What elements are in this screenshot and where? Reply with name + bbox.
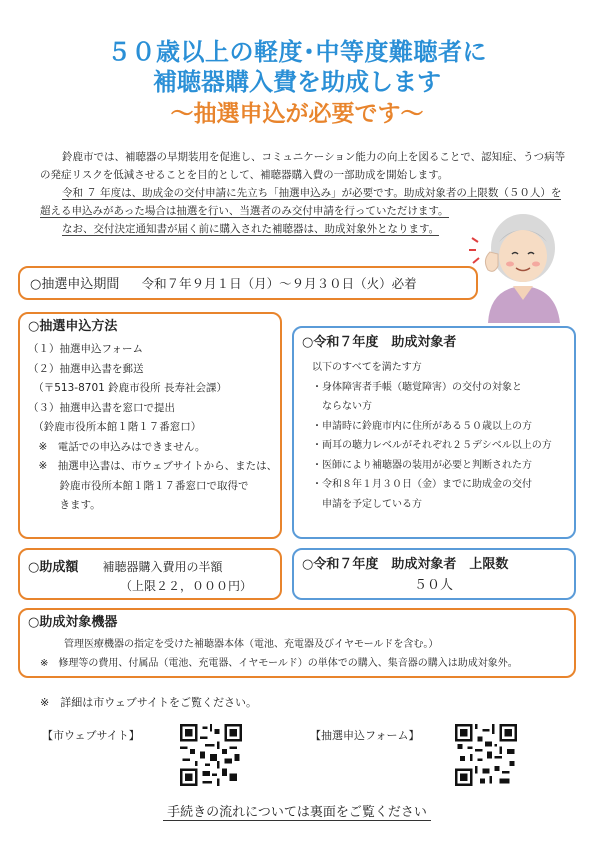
devices-line-1: 管理医療機器の指定を受けた補聴器本体（電池、充電器及びイヤモールドを含む。） [64, 639, 439, 650]
cap-heading: ○令和７年度 助成対象者 上限数 [302, 557, 509, 572]
method-list [28, 340, 277, 516]
eligibility-box [292, 326, 576, 539]
footer-note: 手続きの流れについては裏面をご覧ください [0, 804, 594, 822]
eligibility-line: 以下のすべてを満たす方 [312, 362, 422, 373]
devices-line-2: ※ 修理等の費用、付属品（電池、充電器、イヤモールド）の単体での購入、集音器の購入は助成対象外。 [40, 658, 518, 669]
title-line-1: ５０歳以上の軽度･中等度難聴者に [107, 38, 487, 66]
title-line-2: 補聴器購入費を助成します [153, 68, 441, 96]
application-method-box [18, 312, 282, 539]
form-qr-code-icon[interactable] [455, 724, 517, 786]
title-line-3: ～抽選申込が必要です～ [170, 101, 424, 127]
intro-paragraph-2: 令和 ７ 年度は、助成金の交付申請に先立ち「抽選申込み」が必要です。助成対象者の上限数（５０人）を超える申込みがあった場合は抽選を行い、当選者のみ交付申請を行っていただけます。 [40, 187, 562, 217]
eligibility-list [312, 358, 552, 514]
amount-value: 補聴器購入費用の半額 [102, 560, 223, 574]
intro-paragraph-3: なお、交付決定通知書が届く前に購入された補聴器は、助成対象外となります。 [62, 223, 440, 235]
elderly-woman-hearing-icon [468, 208, 578, 323]
eligibility-heading: ○令和７年度 助成対象者 [302, 335, 457, 350]
eligibility-line: ・令和８年１月３０日（金）までに助成金の交付 [312, 479, 532, 490]
cap-value: ５０人 [414, 578, 454, 593]
method-line: きます。 [28, 499, 101, 511]
amount-heading: ○助成額 [28, 560, 79, 575]
application-period-box [18, 266, 478, 300]
period-value: 令和７年９月１日（月）～９月３０日（火）必着 [141, 276, 417, 291]
method-line: ※ 抽選申込書は、市ウェブサイトから、または、 [28, 460, 278, 472]
devices-heading: ○助成対象機器 [28, 615, 118, 630]
details-note: ※ 詳細は市ウェブサイトをご覧ください。 [40, 696, 258, 709]
method-line: （３）抽選申込書を窓口で提出 [28, 401, 175, 414]
period-label: ○抽選申込期間 [30, 277, 120, 292]
method-line: （〒513-8701 鈴鹿市役所 長寿社会課） [28, 382, 227, 394]
method-line: ※ 電話での申込みはできません。 [28, 440, 206, 453]
recipient-cap-box [292, 548, 576, 600]
subsidy-amount-box [18, 548, 282, 600]
method-line: （鈴鹿市役所本館１階１７番窓口） [28, 421, 202, 433]
website-qr-code-icon[interactable] [180, 724, 242, 786]
website-label: 【市ウェブサイト】 [42, 729, 140, 742]
amount-limit: （上限２２，０００円） [120, 579, 253, 593]
method-line: （２）抽選申込書を郵送 [28, 362, 144, 375]
method-line: 鈴鹿市役所本館１階１７番窓口で取得で [28, 479, 249, 492]
eligibility-line: ならない方 [312, 401, 372, 412]
form-label: 【抽選申込フォーム】 [310, 729, 420, 742]
eligibility-line: ・身体障害者手帳（聴覚障害）の交付の対象と [312, 381, 522, 393]
eligibility-line: ・両耳の聴力レベルがそれぞれ２５デシベル以上の方 [312, 440, 552, 451]
intro-paragraph-1: 鈴鹿市では、補聴器の早期装用を促進し、コミュニケーション能力の向上を図ることで、認知症、うつ病等の発症リスクを低減させることを目的として、補聴器購入費の一部助成を開始します。 [40, 151, 566, 181]
eligibility-line: 申請を予定している方 [312, 498, 422, 510]
method-heading: ○抽選申込方法 [28, 319, 118, 334]
eligible-devices-box [18, 608, 576, 678]
eligibility-line: ・申請時に鈴鹿市内に住所がある５０歳以上の方 [312, 420, 532, 432]
eligibility-line: ・医師により補聴器の装用が必要と判断された方 [312, 459, 532, 471]
method-line: （１）抽選申込フォーム [28, 343, 143, 355]
